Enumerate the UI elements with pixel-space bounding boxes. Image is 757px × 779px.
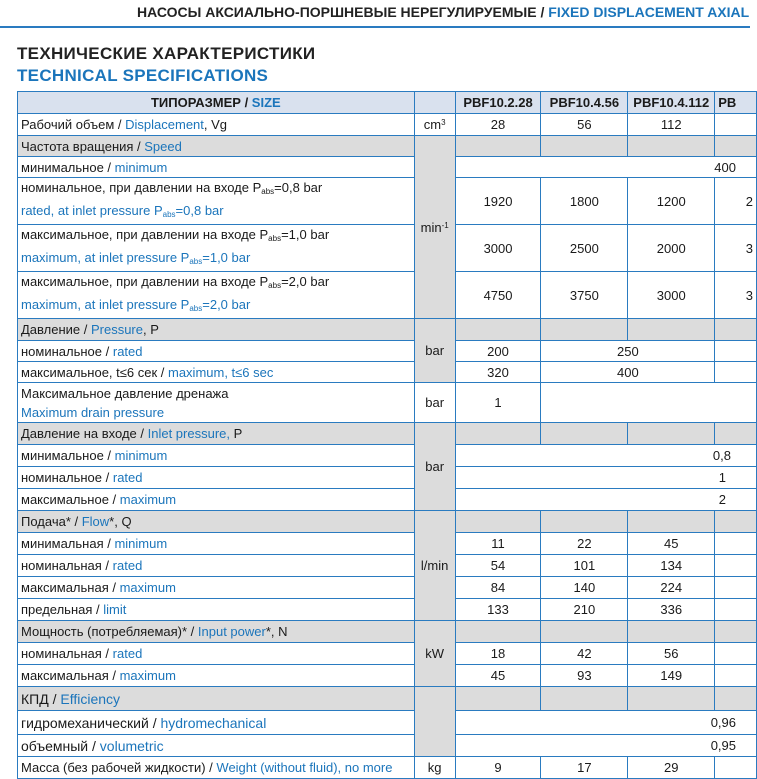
table-row [18, 341, 757, 362]
table-row [18, 225, 757, 272]
page-header [0, 0, 750, 28]
efficiency-hm-label: гидромеханический / hydromechanical [18, 711, 415, 735]
speed-section-label: Частота вращения / Speed [18, 136, 415, 157]
table-cell: 17 [541, 757, 628, 779]
table-cell: 3 [715, 225, 757, 272]
table-row [18, 599, 757, 621]
inlet-unit: bar [414, 423, 455, 511]
table-cell: 134 [628, 555, 715, 577]
table-cell [715, 643, 757, 665]
table-cell: 18 [455, 643, 541, 665]
table-row [18, 157, 757, 178]
table-cell [715, 757, 757, 779]
size-header: ТИПОРАЗМЕР / SIZE [18, 92, 415, 114]
table-cell: 140 [541, 577, 628, 599]
weight-label: Масса (без рабочей жидкости) / Weight (without fluid), no more [18, 757, 415, 779]
displacement-unit: $cm^3$ [414, 114, 455, 136]
table-cell: 400 [541, 362, 715, 383]
flow-min-label: минимальная / minimum [18, 533, 415, 555]
speed-min-label: минимальное / minimum [18, 157, 415, 178]
efficiency-section-label: КПД / Efficiency [18, 687, 415, 711]
speed-unit: $\min^{-1}$ [414, 136, 455, 319]
speed-max1-label: максимальное, при давлении на входе $P_{abs}=1,0$ bar maximum, at inlet pressure $P_{abs}=1,0$ bar [18, 225, 415, 272]
power-rated-label: номинальная / rated [18, 643, 415, 665]
table-cell: 0,96 [455, 711, 756, 735]
table-row [18, 735, 757, 757]
table-cell: 224 [628, 577, 715, 599]
table-cell [715, 599, 757, 621]
table-cell: 400 [455, 157, 756, 178]
model-header: PBF10.2.28 [455, 92, 541, 114]
table-row [18, 643, 757, 665]
table-cell: 250 [541, 341, 715, 362]
inlet-section-label: Давление на входе / Inlet pressure, P [18, 423, 415, 445]
efficiency-vol-label: объемный / volumetric [18, 735, 415, 757]
table-cell [715, 114, 757, 136]
table-cell [715, 341, 757, 362]
table-cell: 133 [455, 599, 541, 621]
header-title [137, 4, 749, 20]
table-cell: 4750 [455, 272, 541, 319]
table-row [18, 467, 757, 489]
table-cell: 2000 [628, 225, 715, 272]
speed-rated-label: номинальное, при давлении на входе $P_{abs}=0,8$ bar rated, at inlet pressure $P_{abs}=0,8$ bar [18, 178, 415, 225]
table-cell: 22 [541, 533, 628, 555]
table-cell: 3 [715, 272, 757, 319]
table-row [18, 533, 757, 555]
table-cell: 200 [455, 341, 541, 362]
table-cell: 320 [455, 362, 541, 383]
table-cell: 112 [628, 114, 715, 136]
unit-header [414, 92, 455, 114]
efficiency-unit [414, 687, 455, 757]
table-cell [715, 577, 757, 599]
table-cell: 56 [541, 114, 628, 136]
model-header: PBF10.4.112 [628, 92, 715, 114]
table-row [18, 577, 757, 599]
speed-max2-label: максимальное, при давлении на входе $P_{abs}=2,0$ bar maximum, at inlet pressure $P_{abs}=2,0$ bar [18, 272, 415, 319]
section-row-efficiency [18, 687, 757, 711]
table-cell: 210 [541, 599, 628, 621]
pressure-max-label: максимальное, t≤6 сек / maximum, t≤6 sec [18, 362, 415, 383]
table-cell: 0,95 [455, 735, 756, 757]
table-row [18, 711, 757, 735]
table-row [18, 272, 757, 319]
table-row [18, 114, 757, 136]
table-row [18, 445, 757, 467]
header-title-ru: НАСОСЫ АКСИАЛЬНО-ПОРШНЕВЫЕ НЕРЕГУЛИРУЕМЫЕ [137, 4, 537, 20]
table-cell: 29 [628, 757, 715, 779]
table-cell: 336 [628, 599, 715, 621]
pressure-rated-label: номинальное / rated [18, 341, 415, 362]
section-row-pressure [18, 319, 757, 341]
section-title-en: TECHNICAL SPECIFICATIONS [17, 66, 269, 85]
power-unit: kW [414, 621, 455, 687]
pressure-section-label: Давление / Pressure, P [18, 319, 415, 341]
table-cell: 42 [541, 643, 628, 665]
table-header-row [18, 92, 757, 114]
table-cell [715, 555, 757, 577]
table-cell [541, 383, 757, 423]
flow-unit: l/min [414, 511, 455, 621]
section-row-inlet [18, 423, 757, 445]
table-cell: 56 [628, 643, 715, 665]
flow-rated-label: номинальная / rated [18, 555, 415, 577]
section-row-power [18, 621, 757, 643]
specifications-table [17, 91, 757, 779]
table-row [18, 665, 757, 687]
table-cell: 1 [455, 467, 756, 489]
table-cell: 3000 [628, 272, 715, 319]
table-cell [715, 665, 757, 687]
table-cell: 101 [541, 555, 628, 577]
table-cell [715, 362, 757, 383]
table-row [18, 489, 757, 511]
section-row-flow [18, 511, 757, 533]
model-header: PB [715, 92, 757, 114]
section-title-ru: ТЕХНИЧЕСКИЕ ХАРАКТЕРИСТИКИ [17, 44, 316, 63]
table-row [18, 178, 757, 225]
flow-section-label: Подача* / Flow*, Q [18, 511, 415, 533]
model-header: PBF10.4.56 [541, 92, 628, 114]
table-cell: 2 [455, 489, 756, 511]
table-cell: 45 [628, 533, 715, 555]
table-cell: 54 [455, 555, 541, 577]
section-row-speed [18, 136, 757, 157]
inlet-min-label: минимальное / minimum [18, 445, 415, 467]
inlet-rated-label: номинальное / rated [18, 467, 415, 489]
table-cell: 93 [541, 665, 628, 687]
table-row [18, 555, 757, 577]
drain-unit: bar [414, 383, 455, 423]
power-max-label: максимальная / maximum [18, 665, 415, 687]
header-title-en: FIXED DISPLACEMENT AXIAL [548, 4, 750, 20]
table-cell: 1200 [628, 178, 715, 225]
table-cell: 1800 [541, 178, 628, 225]
table-row [18, 383, 757, 423]
table-cell: 45 [455, 665, 541, 687]
table-cell: 1 [455, 383, 541, 423]
table-cell: 11 [455, 533, 541, 555]
table-row [18, 757, 757, 779]
table-cell: 9 [455, 757, 541, 779]
inlet-max-label: максимальное / maximum [18, 489, 415, 511]
specifications-sheet [17, 91, 757, 774]
displacement-label: Рабочий объем / Displacement, Vg [18, 114, 415, 136]
drain-label: Максимальное давление дренажа Maximum drain pressure [18, 383, 415, 423]
table-cell: 0,8 [455, 445, 756, 467]
table-cell: 3000 [455, 225, 541, 272]
power-section-label: Мощность (потребляемая)* / Input power*, N [18, 621, 415, 643]
weight-unit: kg [414, 757, 455, 779]
table-cell: 28 [455, 114, 541, 136]
pressure-unit: bar [414, 319, 455, 383]
table-cell: 3750 [541, 272, 628, 319]
table-cell: 1920 [455, 178, 541, 225]
table-cell [715, 533, 757, 555]
header-separator: / [536, 4, 549, 20]
table-row [18, 362, 757, 383]
table-cell: 2500 [541, 225, 628, 272]
table-cell: 2 [715, 178, 757, 225]
flow-max-label: максимальная / maximum [18, 577, 415, 599]
table-cell: 84 [455, 577, 541, 599]
flow-limit-label: предельная / limit [18, 599, 415, 621]
table-cell: 149 [628, 665, 715, 687]
